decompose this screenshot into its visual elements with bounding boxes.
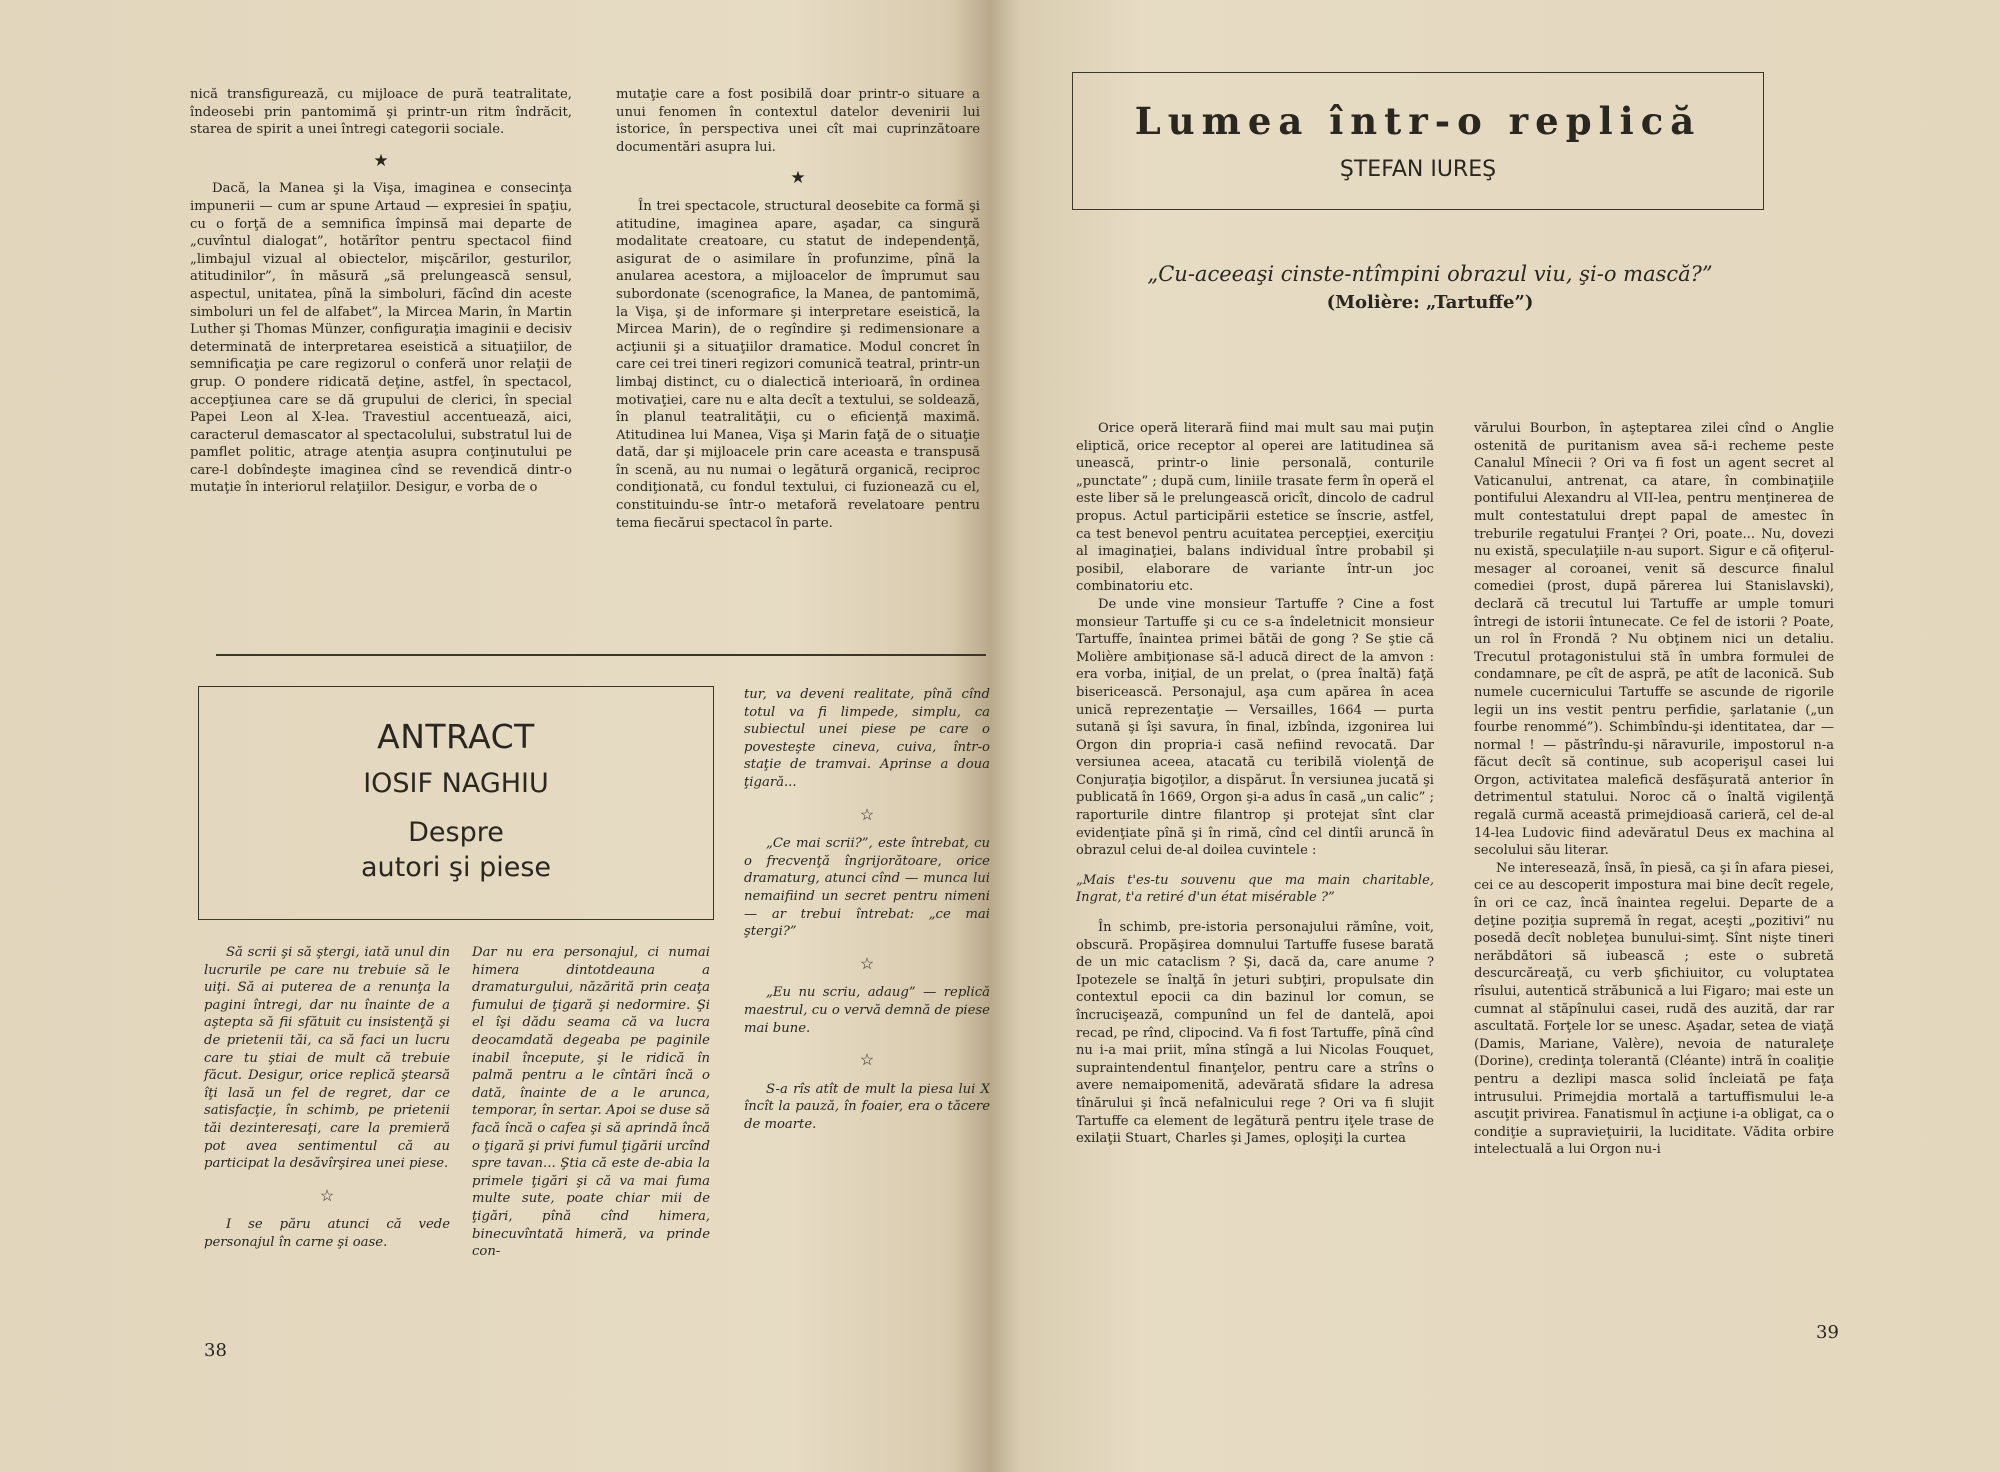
- paragraph: tur, va deveni realitate, pînă cînd totul va fi limpede, simplu, ca subiectul unei piese pe care o povesteşte cineva, cuiva, într-o staţie de tramvai. Aprinse a doua ţigară...: [744, 687, 990, 790]
- left-column-3: [204, 944, 450, 1252]
- left-column-2: [616, 86, 980, 532]
- epigraph: „Cu-aceeaşi cinste-ntîmpini obrazul viu, şi-o mască?”: [1147, 262, 1713, 286]
- left-column-5: [744, 686, 990, 1133]
- right-column-2: [1474, 420, 1834, 1159]
- open-star-separator: ☆: [859, 953, 875, 973]
- paragraph: Să scrii şi să ştergi, iată unul din lucrurile pe care nu trebuie să le uiţi. Să ai puterea de a renunţa la pagini întregi, dar nu înainte de a aştepta să fii sfătuit cu insistenţă şi de prietenii tăi, ca să faci un lucru care tu ştiai de mult că trebuie făcut. Desigur, orice replică ştearsă îţi lasă un fel de regret, dar ce satisfacţie, în schimb, pe prietenii tăi dezinteresaţi, care la premieră pot avea sentimentul că au participat la desăvîrşirea unei piese.: [204, 945, 450, 1172]
- left-column-4: [472, 944, 710, 1261]
- open-star-separator: ☆: [859, 804, 875, 824]
- paragraph: În schimb, pre-istoria personajului rămîne, voit, obscură. Propăşirea domnului Tartuffe fusese barată de un mic cataclism ? Şi, dacă da, care anume ? Ipotezele se înalţă în jeturi subţiri, propulsate din contextul epocii ca din bazinul lor comun, se încrucişează, compunînd un fel de dantelă, apoi recad, pe rînd, clipocind. Va fi fost Tartuffe, pînă cînd nu i-a mai priit, mîna stîngă a lui Nicolas Fouquet, supraintendentul finanţelor, pentru care a strîns o avere nemaipomenită, adevărată sfidare la adresa tînărului şi încă nefalnicului rege ? Ori va fi slujit Tartuffe ca element de legătură pentru iţele trase de exilaţii Stuart, Charles şi James, oploşiţi la curtea: [1076, 920, 1434, 1147]
- page-number: 39: [1816, 1322, 1839, 1343]
- paragraph: I se păru atunci că vede personajul în carne şi oase.: [204, 1217, 450, 1250]
- star-separator: ★: [373, 150, 389, 171]
- right-page: [990, 0, 2000, 1472]
- quote: „Mais t'es-tu souvenu que ma main charitable, Ingrat, t'a retiré d'un état misérable ?”: [1076, 872, 1434, 906]
- epigraph-source: (Molière: „Tartuffe”): [1326, 292, 1534, 313]
- antract-title-line-1: Despre: [408, 817, 504, 848]
- article-author: ŞTEFAN IUREŞ: [1339, 157, 1497, 182]
- paragraph: vărului Bourbon, în aşteptarea zilei cînd o Anglie ostenită de puritanism avea să-i recheme peste Canalul Mînecii ? Ori va fi fost un agent secret al Vaticanului, antrenat, ca atare, în combinaţiile pontifului Alexandru al VII-lea, pentru menţinerea de mult contestatului drept papal de amestec în treburile regatului Franţei ? Ori, poate... Nu, dovezi nu există, speculaţiile n-au suport. Sigur e că ofiţerul-mesager al coroanei, venit să descurce finalul comediei (prost, după părerea lui Stanislavski), declară că trecutul lui Tartuffe ar umple tomuri întregi de istorii întunecate. Ce fel de istorii ? Poate, un rol în Frondă ? Nu obţinem nici un detaliu. Trecutul protagonistului stă în umbra formulei de condamnare, pe cît de aspră, pe atît de laconică. Sub numele cucernicului Tartuffe se ascunde de rigorile legii un ins vestit pentru perfidie, şarlatanie („un fourbe renommé”). Schimbîndu-şi identitatea, dar — normal ! — păstrîndu-şi năravurile, impostorul n-a făcut decît să continue, sub acoperişul casei lui Orgon, activitatea malefică desfăşurată anterior în detrimentul statului. Noroc că o înaltă vigilenţă regală curmă această primejdioasă carieră, cel de-al 14-lea Ludovic fiind adevăratul Deus ex machina al secolului său literar.: [1474, 421, 1834, 859]
- paragraph: Dacă, la Manea şi la Vişa, imaginea e consecinţa impunerii — cum ar spune Artaud — expresiei în spaţiu, cu o forţă de a semnifica împinsă mai departe de „cuvîntul dialogat”, hotărîtor pentru spectacol fiind „limbajul vizual al obiectelor, mişcărilor, gesturilor, atitudinilor”, în măsură „să prelungească sensul, aspectul, unitatea, pînă la simboluri, făcînd din aceste simboluri un fel de alfabet”, la Mircea Marin, în Martin Luther şi Thomas Münzer, configuraţia imaginii e decisiv determinată de interpretarea eseistică a situaţiilor, de semnificaţia pe care regizorul o conferă unor relaţii de grup. O pondere ridicată deţine, astfel, în spectacol, accepţiunea care se dă grupului de clerici, în special Papei Leon al X-lea. Travestiul accentuează, aici, caracterul demascator al spectacolului, substratul lui de pamflet politic, atrage atenţia asupra conţinutului pe care-l dobîndeşte imaginea cînd se revendică dintr-o mutaţie în interiorul relaţiilor. Desigur, e vorba de o: [190, 181, 572, 496]
- antract-box: [198, 686, 714, 920]
- star-separator: ★: [790, 168, 806, 189]
- paragraph: nică transfigurează, cu mijloace de pură teatralitate, îndeosebi prin pantomimă şi printr-un ritm îndrăcit, starea de spirit a unei întregi categorii sociale.: [190, 87, 572, 138]
- paragraph: mutaţie care a fost posibilă doar printr-o situare a unui fenomen în contextul datelor devenirii lui istorice, în perspectiva unei cît mai cuprinzătoare documentări asupra lui.: [616, 87, 980, 155]
- left-page: [0, 0, 990, 1472]
- paragraph: „Ce mai scrii?”, este întrebat, cu o frecvenţă îngrijorătoare, orice dramaturg, atunci cînd — munca lui nemaifiind un secret pentru nimeni — ar trebui întrebat: „ce mai ştergi?”: [744, 836, 990, 940]
- antract-author: IOSIF NAGHIU: [363, 768, 549, 799]
- antract-heading: ANTRACT: [377, 717, 535, 756]
- right-column-1: [1076, 420, 1434, 1148]
- article-title: Lumea într-o replică: [1134, 99, 1702, 143]
- horizontal-rule: [216, 654, 986, 656]
- paragraph: „Eu nu scriu, adaug” — replică maestrul, cu o vervă demnă de piese mai bune.: [744, 985, 990, 1036]
- paragraph: S-a rîs atît de mult la piesa lui X încît la pauză, în foaier, era o tăcere de moarte.: [744, 1081, 990, 1132]
- paragraph: În trei spectacole, structural deosebite ca formă şi atitudine, imaginea apare, aşadar, ca singură modalitate creatoare, cu statut de independenţă, asigurat de o asimilare în profunzime, pînă la anularea acestora, a mijloacelor de împrumut sau subordonate (scenografice, la Manea, de pantomimă, la Vişa, şi de informare şi interpretare eseistică, la Mircea Marin), de o regîndire şi redimensionare a acţiunii şi a situaţiilor dramatice. Modul concret în care cei trei tineri regizori comunică teatral, printr-un limbaj distinct, cu o dialectică interioară, în ordinea motivaţiei, care nu e alta decît a textului, se soldează, în planul teatralităţii, cu o eficienţă maximă. Atitudinea lui Manea, Vişa şi Marin faţă de o situaţie dată, dar şi mijloacele prin care aceasta e transpusă în scenă, au nu numai o legătură organică, reciproc condiţionată, cu fondul textului, ci fuzionează cu el, constituindu-se într-o metaforă revelatoare pentru tema fiecărui spectacol în parte.: [616, 198, 980, 531]
- paragraph: Dar nu era personajul, ci numai himera dintotdeauna a dramaturgului, năzărită prin ceaţa fumului de ţigară şi nedormire. Şi el îşi dădu seama că va lucra deocamdată degeaba pe paginile inabil începute, şi le ridică în palmă pentru a le cîntări încă o dată, înainte de a le arunca, temporar, în sertar. Apoi se duse să facă încă o cafea şi să aprindă încă o ţigară şi privi fumul ţigării urcînd spre tavan... Ştia că este de-abia la primele ţigări şi că va mai fuma multe sute, poate chiar mii de ţigări, pînă cînd himera, binecuvîntată himeră, va prinde con-: [472, 945, 710, 1260]
- title-box: [1072, 72, 1764, 210]
- paragraph: Ne interesează, însă, în piesă, ca şi în afara piesei, cei ce au descoperit impostura mai bine decît regele, în ori ce caz, încă înaintea regelui. Departe de a deţine poziţia supremă în regat, aceşti „pozitivi” nu posedă decît nobleţea bunului-simţ. Sînt nişte tineri nerăbdători să iubească ; este o subretă descurcăreaţă, cu verb şfichiuitor, cu voluptatea rîsului, autentică străbunică a lui Figaro; mai este un cumnat al stăpînului casei, rudă des auzită, dar rar ascultată. Forţele lor se unesc. Aşadar, setea de viaţă (Damis, Mariane, Valère), nevoia de naturaleţe (Dorine), credinţa tolerantă (Cléante) intră în coaliţie pentru a dezlipi masca solid încleiată pe faţa intrusului. Primejdia mortală a tartuffismului le-a ascuţit privirea. Fanatismul în acţiune i-a obligat, ca o condiţie a supravieţuirii, la luciditate. Vădita orbire intelectuală a lui Orgon nu-i: [1474, 860, 1834, 1158]
- paragraph: Orice operă literară fiind mai mult sau mai puţin eliptică, orice receptor al operei are latitudinea să unească, printr-o linie personală, conturile „punctate” ; după cum, liniile trasate ferm în operă el este liber să le prelungească oricît, dincolo de cadrul propus. Actul participării estetice se înscrie, astfel, ca test benevol pentru acuitatea percepţiei, exerciţiu al imaginaţiei, balans individual între probabil şi posibil, elaborare de variante într-un joc combinatoriu etc.: [1076, 421, 1434, 595]
- open-star-separator: ☆: [859, 1050, 875, 1070]
- paragraph: De unde vine monsieur Tartuffe ? Cine a fost monsieur Tartuffe şi cu ce s-a îndeletnicit monsieur Tartuffe, înaintea primei bătăi de gong ? Se ştie că Molière ambiţionase să-l aducă direct de la amvon : era vorba, iniţial, de un prelat, o (prea înaltă) faţă bisericească. Personajul, aşa cum apărea în acea unică reprezentaţie — Versailles, 1664 — purta sutană şi îşi savura, în final, izbînda, izgonirea lui Orgon din propria-i casă nefiind revocată. Dar versiunea aceea, atacată cu teribilă violenţă de Conjuraţia bigoţilor, a dispărut. În versiunea jucată şi publicată în 1669, Orgon şi-a adus în casă „un calic” ; raporturile dintre filantrop şi protejat sînt clar evidenţiate pînă şi în rimă, cînd cel dintîi aruncă în obrazul celui de-al doilea cuvintele :: [1076, 596, 1434, 859]
- page-number: 38: [204, 1340, 227, 1361]
- antract-title-line-2: autori şi piese: [360, 852, 552, 883]
- open-star-separator: ☆: [319, 1185, 335, 1205]
- left-column-1: [190, 86, 572, 497]
